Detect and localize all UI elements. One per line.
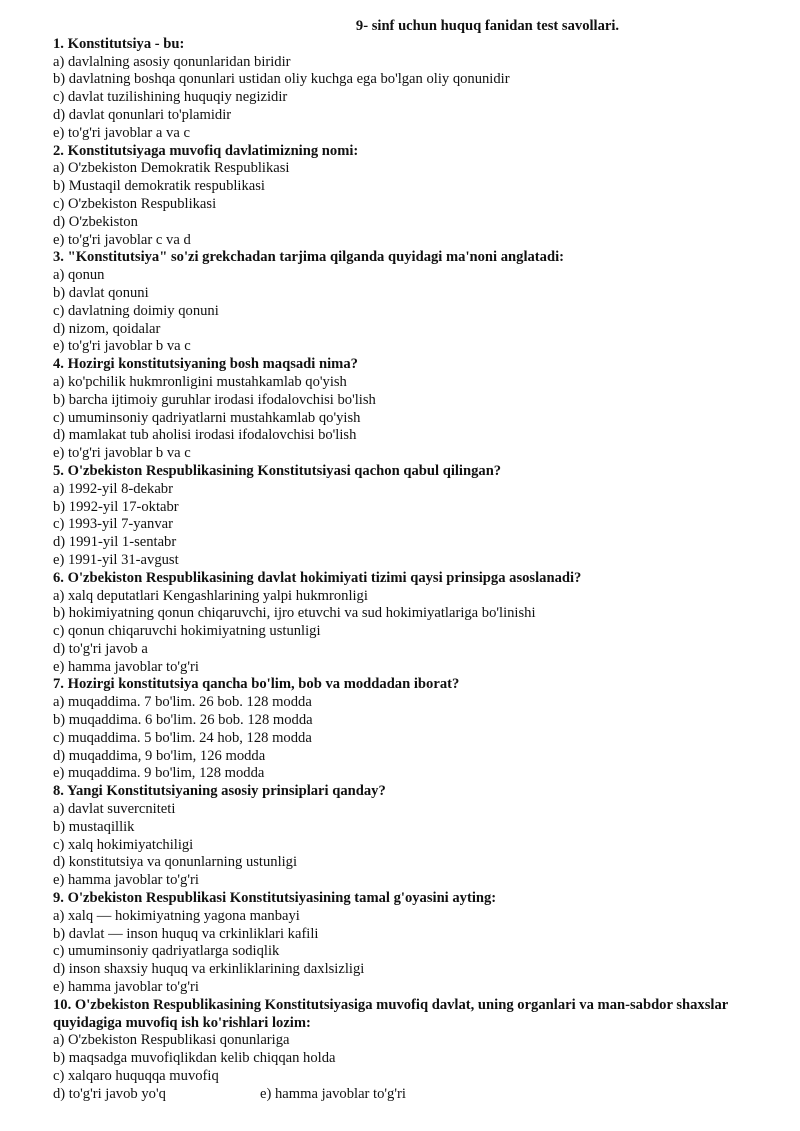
answer-option: e) hamma javoblar to'g'ri bbox=[53, 979, 199, 996]
question-text: 5. O'zbekiston Respublikasining Konstitutsiyasi qachon qabul qilingan? bbox=[53, 462, 502, 479]
question-block bbox=[53, 249, 772, 356]
question-text: 1. Konstitutsiya - bu: bbox=[53, 35, 185, 52]
question-text: 6. O'zbekiston Respublikasining davlat hokimiyati tizimi qaysi prinsipga asoslanadi? bbox=[53, 569, 582, 586]
answer-option: a) davlat suvercniteti bbox=[53, 801, 176, 818]
answer-option: a) xalq — hokimiyatning yagona manbayi bbox=[53, 907, 300, 924]
answer-option: b) mustaqillik bbox=[53, 818, 135, 835]
answer-option: b) maqsadga muvofiqlikdan kelib chiqqan holda bbox=[53, 1050, 336, 1067]
question-block bbox=[53, 570, 772, 677]
answer-option: c) 1993-yil 7-yanvar bbox=[53, 516, 173, 533]
question-text: 10. O'zbekiston Respublikasining Konstitutsiyasiga muvofiq davlat, uning organlari va man-sabdor shaxslar bbox=[53, 996, 729, 1013]
answer-option: e) to'g'ri javoblar c va d bbox=[53, 231, 191, 248]
answer-option: b) barcha ijtimoiy guruhlar irodasi ifodalovchisi bo'lish bbox=[53, 391, 376, 408]
question-text: 8. Yangi Konstitutsiyaning asosiy prinsiplari qanday? bbox=[53, 783, 386, 800]
answer-option: d) inson shaxsiy huquq va erkinliklarining daxlsizligi bbox=[53, 961, 365, 978]
question-block bbox=[53, 676, 772, 783]
answer-option: b) davlatning boshqa qonunlari ustidan oliy kuchga ega bo'lgan oliy qonunidir bbox=[53, 71, 510, 88]
answer-option: c) qonun chiqaruvchi hokimiyatning ustunligi bbox=[53, 623, 321, 640]
answer-option: e) to'g'ri javoblar a va c bbox=[53, 124, 190, 141]
page-title: 9- sinf uchun huquq fanidan test savollari. bbox=[355, 18, 620, 34]
question-block bbox=[53, 463, 772, 570]
answer-option: d) mamlakat tub aholisi irodasi ifodalovchisi bo'lish bbox=[53, 427, 357, 444]
answer-option: e) to'g'ri javoblar b va c bbox=[53, 338, 191, 355]
answer-option: c) umuminsoniy qadriyatlarni mustahkamlab qo'yish bbox=[53, 409, 361, 426]
question-text: 9. O'zbekiston Respublikasi Konstitutsiyasining tamal g'oyasini ayting: bbox=[53, 890, 497, 907]
answer-option: e) to'g'ri javoblar b va c bbox=[53, 445, 191, 462]
answer-option: c) O'zbekiston Respublikasi bbox=[53, 195, 217, 212]
answer-option: c) davlatning doimiy qonuni bbox=[53, 302, 219, 319]
answer-option: b) 1992-yil 17-oktabr bbox=[53, 498, 179, 515]
answer-option: d) 1991-yil 1-sentabr bbox=[53, 534, 177, 551]
answer-option: a) muqaddima. 7 bo'lim. 26 bob. 128 modda bbox=[53, 694, 312, 711]
answer-option: c) xalq hokimiyatchiligi bbox=[53, 836, 194, 853]
question-block bbox=[53, 997, 772, 1104]
answer-option: d) muqaddima, 9 bo'lim, 126 modda bbox=[53, 747, 266, 764]
answer-option: a) xalq deputatlari Kengashlarining yalpi hukmronligi bbox=[53, 587, 368, 604]
answer-option: c) umuminsoniy qadriyatlarga sodiqlik bbox=[53, 943, 280, 960]
answer-option: e) muqaddima. 9 bo'lim, 128 modda bbox=[53, 765, 265, 782]
question-text: 3. "Konstitutsiya" so'zi grekchadan tarjima qilganda quyidagi ma'noni anglatadi: bbox=[53, 249, 564, 266]
answer-option: c) davlat tuzilishining huquqiy negizidir bbox=[53, 89, 288, 106]
question-block bbox=[53, 356, 772, 463]
answer-option: d) davlat qonunlari to'plamidir bbox=[53, 106, 232, 123]
question-text: 7. Hozirgi konstitutsiya qancha bo'lim, bob va moddadan iborat? bbox=[53, 676, 460, 693]
answer-option: e) hamma javoblar to'g'ri bbox=[53, 658, 199, 675]
question-list bbox=[53, 36, 772, 997]
answer-option: e) hamma javoblar to'g'ri bbox=[260, 1085, 406, 1102]
answer-option: a) davlalning asosiy qonunlaridan biridir bbox=[53, 53, 291, 70]
answer-option: a) qonun bbox=[53, 267, 105, 284]
answer-option: a) 1992-yil 8-dekabr bbox=[53, 480, 173, 497]
question-text-continued: quyidagiga muvofiq ish ko'rishlari lozim: bbox=[53, 1014, 311, 1031]
question-block bbox=[53, 36, 772, 143]
answer-option: b) muqaddima. 6 bo'lim. 26 bob. 128 modda bbox=[53, 712, 313, 729]
question-text: 4. Hozirgi konstitutsiyaning bosh maqsadi nima? bbox=[53, 356, 358, 373]
answer-option: d) to'g'ri javob a bbox=[53, 640, 148, 657]
answer-option: d) O'zbekiston bbox=[53, 213, 138, 230]
answer-option: b) Mustaqil demokratik respublikasi bbox=[53, 178, 265, 195]
answer-option: b) hokimiyatning qonun chiqaruvchi, ijro etuvchi va sud hokimiyatlariga bo'linishi bbox=[53, 605, 536, 622]
question-block bbox=[53, 783, 772, 890]
answer-option: e) hamma javoblar to'g'ri bbox=[53, 872, 199, 889]
answer-option: b) davlat qonuni bbox=[53, 284, 149, 301]
question-block bbox=[53, 890, 772, 997]
answer-option: a) O'zbekiston Demokratik Respublikasi bbox=[53, 160, 290, 177]
answer-option: d) nizom, qoidalar bbox=[53, 320, 161, 337]
answer-option: d) to'g'ri javob yo'q bbox=[53, 1085, 166, 1102]
question-text: 2. Konstitutsiyaga muvofiq davlatimizning nomi: bbox=[53, 142, 359, 159]
answer-option: a) O'zbekiston Respublikasi qonunlariga bbox=[53, 1032, 290, 1049]
answer-option: d) konstitutsiya va qonunlarning ustunligi bbox=[53, 854, 298, 871]
answer-option: a) ko'pchilik hukmronligini mustahkamlab qo'yish bbox=[53, 373, 347, 390]
answer-option: b) davlat — inson huquq va crkinliklari kafili bbox=[53, 925, 319, 942]
answer-option: c) muqaddima. 5 bo'lim. 24 hob, 128 modda bbox=[53, 729, 312, 746]
question-block bbox=[53, 143, 772, 250]
answer-option: c) xalqaro huquqqa muvofiq bbox=[53, 1068, 219, 1085]
answer-option-row bbox=[53, 1086, 772, 1104]
answer-option: e) 1991-yil 31-avgust bbox=[53, 551, 179, 568]
